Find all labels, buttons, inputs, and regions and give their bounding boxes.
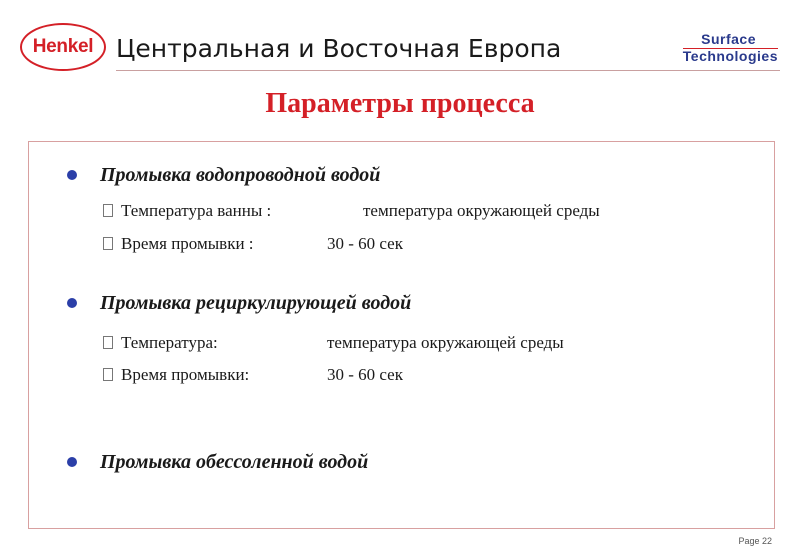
page-title: Параметры процесса [265, 88, 535, 119]
list-item [103, 333, 218, 353]
surface-technologies-logo [683, 32, 778, 64]
checkbox-glyph-icon [103, 237, 113, 250]
item-value: 30 - 60 сек [327, 365, 403, 384]
section-heading: Промывка рециркулирующей водой [100, 292, 412, 314]
section-heading: Промывка водопроводной водой [100, 164, 381, 186]
item-label: Температура: [121, 333, 218, 352]
henkel-logo [20, 23, 106, 71]
item-label: Температура ванны : [121, 201, 272, 220]
list-item [103, 234, 254, 254]
item-label: Время промывки: [121, 365, 250, 384]
brand-line-1: Surface [701, 31, 756, 47]
bullet-icon [67, 170, 77, 180]
list-item [103, 201, 271, 221]
bullet-icon [67, 457, 77, 467]
bullet-icon [67, 298, 77, 308]
header-title: Центральная и Восточная Европа [116, 34, 562, 63]
item-label: Время промывки : [121, 234, 254, 253]
brand-line-2: Technologies [682, 48, 778, 64]
item-value: температура окружающей среды [327, 333, 564, 352]
checkbox-glyph-icon [103, 368, 113, 381]
header-divider [116, 70, 780, 71]
item-value: 30 - 60 сек [327, 234, 403, 253]
list-item [103, 365, 249, 385]
section-heading: Промывка обессоленной водой [100, 451, 369, 473]
checkbox-glyph-icon [103, 336, 113, 349]
page-number: Page 22 [738, 536, 772, 546]
item-value: температура окружающей среды [363, 201, 600, 220]
checkbox-glyph-icon [103, 204, 113, 217]
logo-text: Henkel [32, 36, 94, 57]
